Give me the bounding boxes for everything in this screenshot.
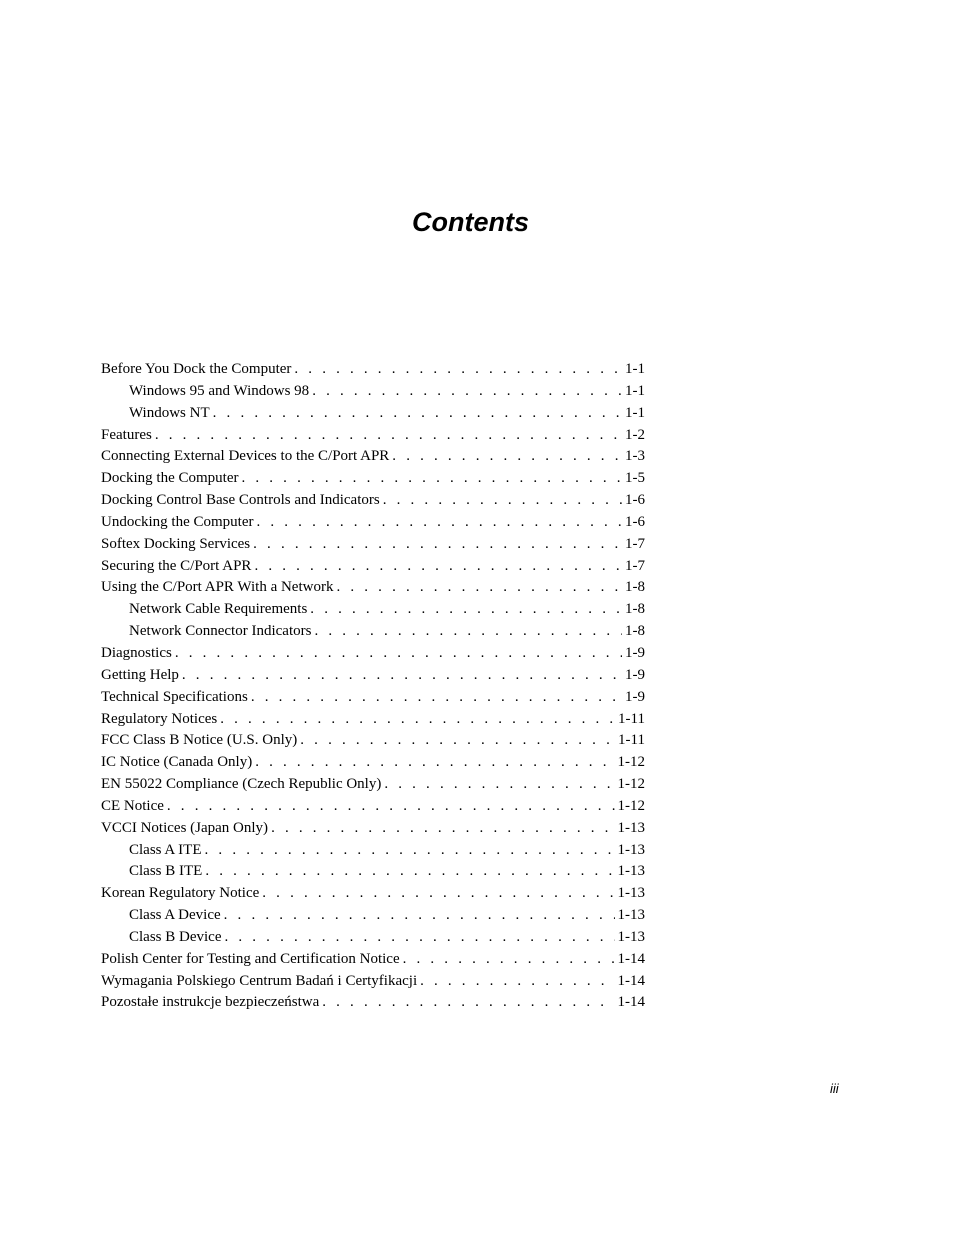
toc-entry[interactable] [101, 446, 645, 468]
toc-entry-label: Windows 95 and Windows 98 [129, 382, 310, 399]
toc-entry-page: 1-6 [625, 513, 645, 530]
toc-entry-label: Getting Help [101, 666, 179, 683]
toc-entry-page: 1-13 [617, 928, 645, 945]
toc-entry-label: Korean Regulatory Notice [101, 885, 260, 902]
dot-leader [384, 774, 614, 796]
dot-leader [294, 359, 622, 381]
dot-leader [253, 534, 622, 556]
dot-leader [254, 556, 622, 578]
toc-entry[interactable] [101, 687, 645, 709]
toc-entry[interactable] [101, 861, 645, 883]
toc-entry[interactable] [101, 534, 645, 556]
toc-entry-page: 1-3 [625, 448, 645, 465]
page-title: Contents [412, 207, 529, 238]
dot-leader [256, 512, 622, 534]
toc-entry[interactable] [101, 730, 645, 752]
toc-entry[interactable] [101, 599, 645, 621]
toc-entry-label: FCC Class B Notice (U.S. Only) [101, 732, 298, 749]
toc-entry-page: 1-13 [617, 819, 645, 836]
toc-entry-label: Polish Center for Testing and Certification Notice [101, 950, 400, 967]
toc-entry-page: 1-9 [625, 688, 645, 705]
toc-entry-label: Regulatory Notices [101, 710, 218, 727]
dot-leader [241, 468, 622, 490]
toc-entry[interactable] [101, 381, 645, 403]
toc-entry-label: Class A Device [129, 907, 221, 924]
toc-entry-page: 1-12 [617, 797, 645, 814]
dot-leader [224, 927, 614, 949]
toc-entry-page: 1-14 [617, 994, 645, 1011]
toc-entry[interactable] [101, 971, 645, 993]
toc-entry-label: Diagnostics [101, 644, 172, 661]
dot-leader [420, 971, 614, 993]
toc-entry[interactable] [101, 512, 645, 534]
toc-entry[interactable] [101, 490, 645, 512]
dot-leader [205, 840, 615, 862]
toc-entry[interactable] [101, 927, 645, 949]
toc-entry[interactable] [101, 403, 645, 425]
toc-entry[interactable] [101, 883, 645, 905]
dot-leader [403, 949, 615, 971]
toc-entry-label: Securing the C/Port APR [101, 557, 252, 574]
toc-entry[interactable] [101, 774, 645, 796]
dot-leader [262, 883, 614, 905]
toc-entry-label: Class B ITE [129, 863, 203, 880]
toc-entry-label: CE Notice [101, 797, 164, 814]
toc-entry-page: 1-9 [625, 644, 645, 661]
dot-leader [220, 709, 615, 731]
toc-entry-page: 1-14 [617, 972, 645, 989]
dot-leader [322, 992, 614, 1014]
toc-entry-label: Class B Device [129, 928, 222, 945]
toc-entry-page: 1-1 [625, 361, 645, 377]
toc-entry-page: 1-8 [625, 601, 645, 618]
toc-entry-page: 1-13 [617, 863, 645, 880]
dot-leader [255, 752, 614, 774]
dot-leader [175, 643, 622, 665]
toc-entry[interactable] [101, 468, 645, 490]
table-of-contents [101, 359, 645, 1014]
dot-leader [182, 665, 622, 687]
dot-leader [251, 687, 622, 709]
page-number: iii [830, 1081, 839, 1096]
dot-leader [224, 905, 615, 927]
toc-entry[interactable] [101, 425, 645, 447]
toc-entry-label: Wymagania Polskiego Centrum Badań i Certyfikacji [101, 972, 418, 989]
dot-leader [300, 730, 615, 752]
toc-entry-page: 1-13 [617, 841, 645, 858]
toc-entry-page: 1-9 [625, 666, 645, 683]
toc-entry[interactable] [101, 359, 645, 381]
toc-entry-label: Windows NT [129, 404, 210, 421]
toc-entry-label: IC Notice (Canada Only) [101, 754, 253, 771]
toc-entry-page: 1-7 [625, 535, 645, 552]
toc-entry[interactable] [101, 556, 645, 578]
toc-entry[interactable] [101, 905, 645, 927]
toc-entry-page: 1-2 [625, 426, 645, 443]
dot-leader [155, 425, 622, 447]
dot-leader [310, 599, 622, 621]
toc-entry-label: Pozostałe instrukcje bezpieczeństwa [101, 994, 320, 1011]
dot-leader [213, 403, 622, 425]
toc-entry-label: VCCI Notices (Japan Only) [101, 819, 269, 836]
toc-entry[interactable] [101, 818, 645, 840]
toc-entry-page: 1-12 [617, 776, 645, 793]
toc-entry-label: Using the C/Port APR With a Network [101, 579, 334, 596]
toc-entry-label: Features [101, 426, 152, 443]
toc-entry[interactable] [101, 577, 645, 599]
dot-leader [271, 818, 614, 840]
dot-leader [205, 861, 614, 883]
toc-entry-label: Class A ITE [129, 841, 202, 858]
toc-entry[interactable] [101, 949, 645, 971]
toc-entry-label: Network Connector Indicators [129, 623, 312, 640]
toc-entry-page: 1-1 [625, 382, 645, 399]
dot-leader [312, 381, 622, 403]
toc-entry[interactable] [101, 840, 645, 862]
toc-entry-page: 1-7 [625, 557, 645, 574]
toc-entry[interactable] [101, 665, 645, 687]
toc-entry-page: 1-13 [617, 907, 645, 924]
toc-entry-label: Technical Specifications [101, 688, 248, 705]
toc-entry-label: Docking Control Base Controls and Indicators [101, 492, 380, 509]
dot-leader [392, 446, 622, 468]
toc-entry[interactable] [101, 752, 645, 774]
dot-leader [167, 796, 615, 818]
toc-entry-page: 1-8 [625, 623, 645, 640]
toc-entry-page: 1-14 [617, 950, 645, 967]
toc-entry[interactable] [101, 796, 645, 818]
dot-leader [314, 621, 622, 643]
toc-entry-page: 1-13 [617, 885, 645, 902]
toc-entry-page: 1-11 [618, 732, 645, 749]
dot-leader [383, 490, 622, 512]
toc-entry-label: EN 55022 Compliance (Czech Republic Only) [101, 776, 382, 793]
toc-entry-label: Undocking the Computer [101, 513, 254, 530]
toc-entry[interactable] [101, 992, 645, 1014]
toc-entry-label: Docking the Computer [101, 470, 239, 487]
toc-entry[interactable] [101, 709, 645, 731]
toc-entry-label: Before You Dock the Computer [101, 361, 292, 377]
toc-entry[interactable] [101, 643, 645, 665]
toc-entry[interactable] [101, 621, 645, 643]
toc-entry-label: Network Cable Requirements [129, 601, 308, 618]
toc-entry-page: 1-12 [617, 754, 645, 771]
toc-entry-page: 1-6 [625, 492, 645, 509]
toc-entry-page: 1-8 [625, 579, 645, 596]
toc-entry-label: Connecting External Devices to the C/Port APR [101, 448, 390, 465]
toc-entry-page: 1-1 [625, 404, 645, 421]
toc-entry-label: Softex Docking Services [101, 535, 251, 552]
toc-entry-page: 1-11 [618, 710, 645, 727]
dot-leader [336, 577, 622, 599]
toc-entry-page: 1-5 [625, 470, 645, 487]
